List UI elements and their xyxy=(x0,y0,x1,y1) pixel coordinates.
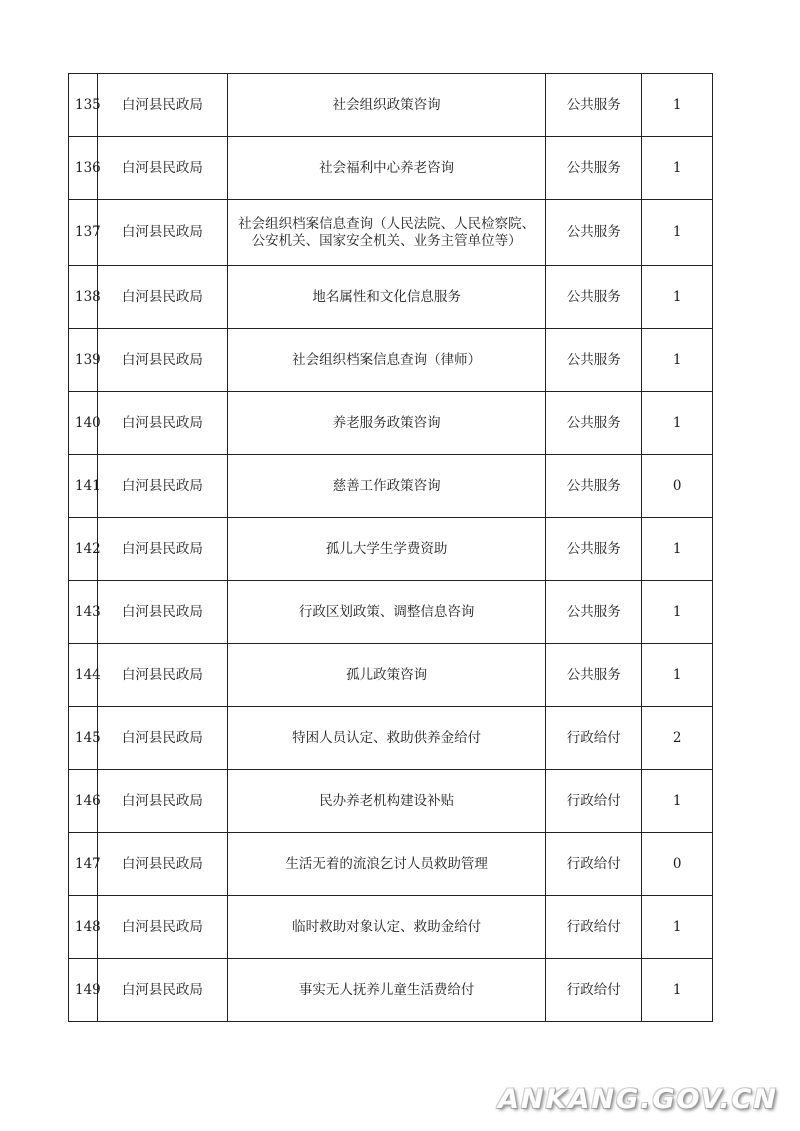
row-number: 144 xyxy=(69,644,98,707)
item-name-cell: 社会组织档案信息查询（律师） xyxy=(228,329,546,392)
row-number: 140 xyxy=(69,392,98,455)
row-number: 142 xyxy=(69,518,98,581)
table-row xyxy=(69,833,713,896)
row-number: 138 xyxy=(69,266,98,329)
table-row xyxy=(69,707,713,770)
item-name-cell: 社会福利中心养老咨询 xyxy=(228,137,546,200)
category-cell: 行政给付 xyxy=(546,959,642,1022)
department-cell: 白河县民政局 xyxy=(97,200,227,266)
count-cell: 1 xyxy=(642,266,713,329)
count-cell: 1 xyxy=(642,770,713,833)
row-number: 145 xyxy=(69,707,98,770)
item-name-cell: 养老服务政策咨询 xyxy=(228,392,546,455)
table-row xyxy=(69,200,713,266)
count-cell: 0 xyxy=(642,833,713,896)
row-number: 136 xyxy=(69,137,98,200)
count-cell: 1 xyxy=(642,200,713,266)
count-cell: 1 xyxy=(642,518,713,581)
table-row xyxy=(69,329,713,392)
item-name-cell: 社会组织档案信息查询（人民法院、人民检察院、公安机关、国家安全机关、业务主管单位等） xyxy=(228,200,546,266)
table-row xyxy=(69,266,713,329)
row-number: 139 xyxy=(69,329,98,392)
item-name-cell: 慈善工作政策咨询 xyxy=(228,455,546,518)
department-cell: 白河县民政局 xyxy=(97,770,227,833)
item-name-cell: 地名属性和文化信息服务 xyxy=(228,266,546,329)
department-cell: 白河县民政局 xyxy=(97,833,227,896)
department-cell: 白河县民政局 xyxy=(97,455,227,518)
item-name-cell: 临时救助对象认定、救助金给付 xyxy=(228,896,546,959)
row-number: 143 xyxy=(69,581,98,644)
table-row xyxy=(69,896,713,959)
table-row xyxy=(69,137,713,200)
count-cell: 1 xyxy=(642,581,713,644)
category-cell: 公共服务 xyxy=(546,266,642,329)
row-number: 135 xyxy=(69,74,98,137)
item-name-cell: 事实无人抚养儿童生活费给付 xyxy=(228,959,546,1022)
row-number: 146 xyxy=(69,770,98,833)
category-cell: 行政给付 xyxy=(546,707,642,770)
count-cell: 0 xyxy=(642,455,713,518)
service-items-table xyxy=(68,73,713,1022)
row-number: 147 xyxy=(69,833,98,896)
item-name-cell: 特困人员认定、救助供养金给付 xyxy=(228,707,546,770)
category-cell: 公共服务 xyxy=(546,455,642,518)
category-cell: 公共服务 xyxy=(546,392,642,455)
count-cell: 1 xyxy=(642,392,713,455)
department-cell: 白河县民政局 xyxy=(97,266,227,329)
count-cell: 1 xyxy=(642,896,713,959)
item-name-cell: 孤儿政策咨询 xyxy=(228,644,546,707)
row-number: 137 xyxy=(69,200,98,266)
site-watermark: ANKANG.GOV.CN xyxy=(498,1084,778,1115)
department-cell: 白河县民政局 xyxy=(97,392,227,455)
category-cell: 公共服务 xyxy=(546,74,642,137)
count-cell: 1 xyxy=(642,644,713,707)
table-row xyxy=(69,74,713,137)
department-cell: 白河县民政局 xyxy=(97,329,227,392)
count-cell: 1 xyxy=(642,329,713,392)
department-cell: 白河县民政局 xyxy=(97,518,227,581)
category-cell: 公共服务 xyxy=(546,329,642,392)
category-cell: 公共服务 xyxy=(546,581,642,644)
table-row xyxy=(69,518,713,581)
department-cell: 白河县民政局 xyxy=(97,137,227,200)
row-number: 141 xyxy=(69,455,98,518)
department-cell: 白河县民政局 xyxy=(97,959,227,1022)
item-name-cell: 生活无着的流浪乞讨人员救助管理 xyxy=(228,833,546,896)
category-cell: 行政给付 xyxy=(546,896,642,959)
item-name-cell: 社会组织政策咨询 xyxy=(228,74,546,137)
category-cell: 公共服务 xyxy=(546,518,642,581)
item-name-cell: 行政区划政策、调整信息咨询 xyxy=(228,581,546,644)
category-cell: 行政给付 xyxy=(546,770,642,833)
category-cell: 公共服务 xyxy=(546,137,642,200)
table-row xyxy=(69,644,713,707)
category-cell: 公共服务 xyxy=(546,200,642,266)
department-cell: 白河县民政局 xyxy=(97,896,227,959)
table-row xyxy=(69,581,713,644)
row-number: 148 xyxy=(69,896,98,959)
table-row xyxy=(69,455,713,518)
table-row xyxy=(69,959,713,1022)
table-row xyxy=(69,392,713,455)
category-cell: 公共服务 xyxy=(546,644,642,707)
table-body xyxy=(69,74,713,1022)
table-row xyxy=(69,770,713,833)
count-cell: 2 xyxy=(642,707,713,770)
category-cell: 行政给付 xyxy=(546,833,642,896)
department-cell: 白河县民政局 xyxy=(97,581,227,644)
item-name-cell: 民办养老机构建设补贴 xyxy=(228,770,546,833)
department-cell: 白河县民政局 xyxy=(97,74,227,137)
count-cell: 1 xyxy=(642,137,713,200)
row-number: 149 xyxy=(69,959,98,1022)
count-cell: 1 xyxy=(642,959,713,1022)
count-cell: 1 xyxy=(642,74,713,137)
department-cell: 白河县民政局 xyxy=(97,707,227,770)
item-name-cell: 孤儿大学生学费资助 xyxy=(228,518,546,581)
department-cell: 白河县民政局 xyxy=(97,644,227,707)
